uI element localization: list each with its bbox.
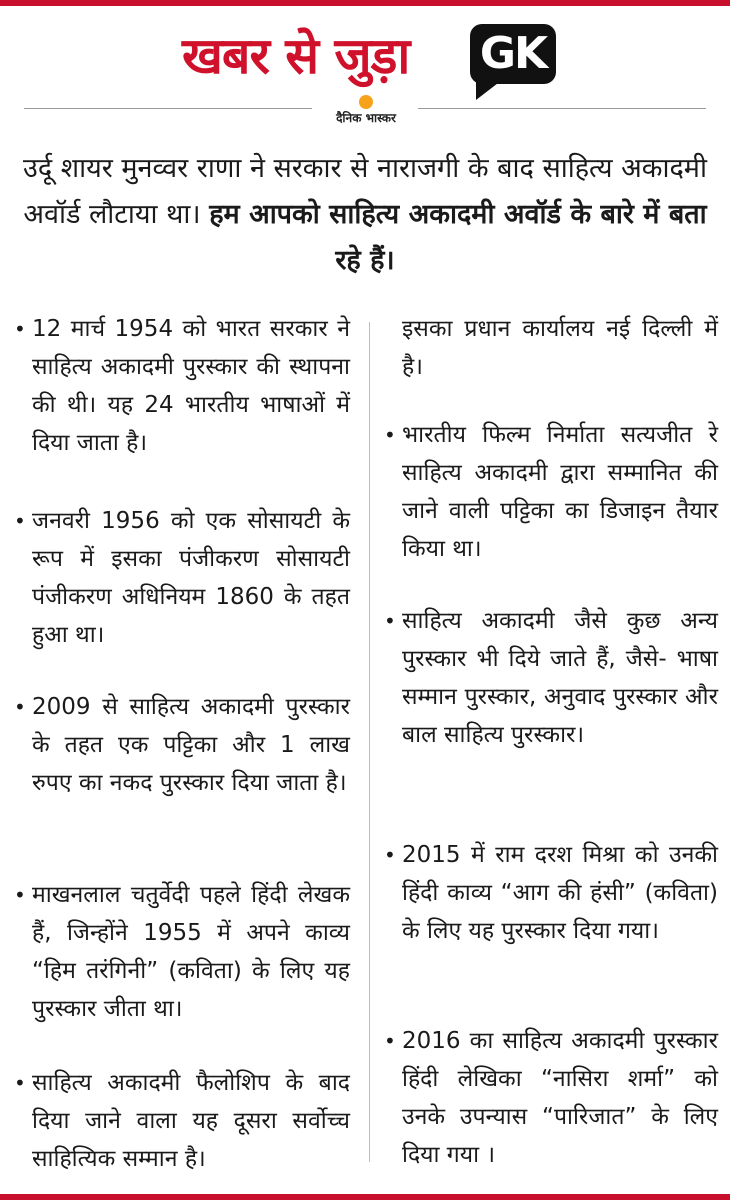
intro-bold-text: हम आपको साहित्य अकादमी अवॉर्ड के बारे में बता रहे हैं। xyxy=(209,199,707,276)
divider-left xyxy=(24,108,312,109)
bullet-icon: • xyxy=(14,883,26,907)
list-item-text: 12 मार्च 1954 को भारत सरकार ने साहित्य अकादमी पुरस्कार की स्थापना की थी। यह 24 भारतीय भाषाओं में दिया जाता है। xyxy=(32,316,350,456)
bullet-icon: • xyxy=(384,843,396,867)
gk-badge-label: GK xyxy=(479,28,547,79)
bullet-icon: • xyxy=(14,1071,26,1095)
list-item-text: इसका प्रधान कार्यालय नई दिल्ली में है। xyxy=(402,316,718,380)
intro-paragraph xyxy=(20,146,710,284)
bullet-icon: • xyxy=(384,609,396,633)
top-accent-bar xyxy=(0,0,730,6)
list-item-text: 2009 से साहित्य अकादमी पुरस्कार के तहत एक पट्टिका और 1 लाख रुपए का नकद पुरस्कार दिया जाता है। xyxy=(32,694,350,796)
brand-name: दैनिक भास्कर xyxy=(336,111,396,125)
list-item-text: माखनलाल चतुर्वेदी पहले हिंदी लेखक हैं, जिन्होंने 1955 में अपने काव्य “हिम तरंगिनी” (कविता) के लिए यह पुरस्कार जीता था। xyxy=(32,882,350,1022)
sun-logo-icon xyxy=(359,95,373,109)
bottom-accent-bar xyxy=(0,1194,730,1200)
bullet-icon: • xyxy=(384,1029,396,1053)
list-item-text: 2016 का साहित्य अकादमी पुरस्कार हिंदी लेखिका “नासिरा शर्मा” को उनके उपन्यास “पारिजात” के लिए दिया गया । xyxy=(402,1028,718,1168)
page-title: खबर से जुड़ा xyxy=(182,27,410,85)
bullet-icon: • xyxy=(14,509,26,533)
gk-speech-badge xyxy=(470,24,556,84)
bullet-icon: • xyxy=(384,423,396,447)
column-divider xyxy=(369,322,370,1162)
divider-right xyxy=(418,108,706,109)
list-item-text: 2015 में राम दरश मिश्रा को उनकी हिंदी काव्य “आग की हंसी” (कविता) के लिए यह पुरस्कार दिया गया। xyxy=(402,842,718,944)
bullet-icon: • xyxy=(14,695,26,719)
bullet-icon: • xyxy=(14,317,26,341)
list-item-text: साहित्य अकादमी फैलोशिप के बाद दिया जाने वाला यह दूसरा सर्वोच्च साहित्यिक सम्मान है। xyxy=(32,1070,350,1172)
list-item-text: भारतीय फिल्म निर्माता सत्यजीत रे साहित्य अकादमी द्वारा सम्मानित की जाने वाली पट्टिका का डिजाइन तैयार किया था। xyxy=(402,422,718,562)
intro-regular-text: उर्दू शायर मुनव्वर राणा ने सरकार से नाराजगी के बाद साहित्य अकादमी अवॉर्ड लौटाया था। xyxy=(23,153,707,230)
list-item-text: जनवरी 1956 को एक सोसायटी के रूप में इसका पंजीकरण सोसायटी पंजीकरण अधिनियम 1860 के तहत हुआ था। xyxy=(32,508,350,648)
list-item-text: साहित्य अकादमी जैसे कुछ अन्य पुरस्कार भी दिये जाते हैं, जैसे- भाषा सम्मान पुरस्कार, अनुवाद पुरस्कार और बाल साहित्य पुरस्कार। xyxy=(402,608,718,748)
